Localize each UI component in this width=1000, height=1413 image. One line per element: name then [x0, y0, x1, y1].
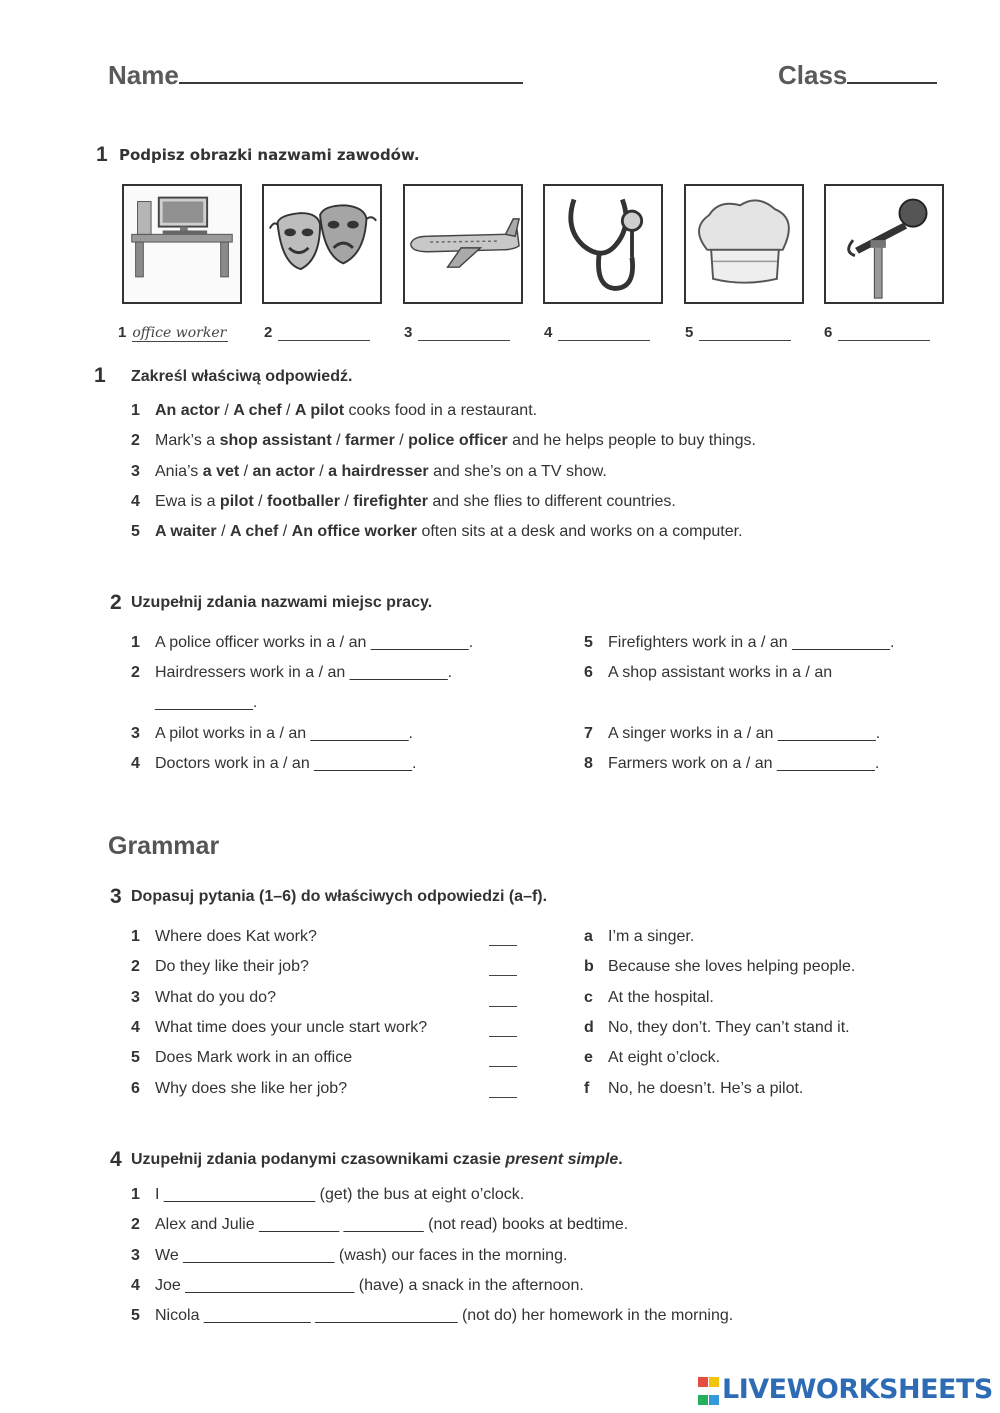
item-number: 4 — [131, 1276, 140, 1294]
item-number: 1 — [131, 634, 140, 651]
caption-answer-line[interactable] — [699, 324, 791, 341]
match-answer-blank[interactable] — [489, 1083, 517, 1103]
answer-option[interactable]: A chef — [230, 523, 279, 541]
item-number: 6 — [131, 1079, 140, 1097]
answer-text: At eight o’clock. — [608, 1049, 721, 1067]
name-label: Name — [108, 60, 179, 90]
item-text: and she’s on a TV show. — [428, 462, 607, 480]
item-number: 5 — [131, 523, 140, 541]
task-verbs-title — [131, 1151, 623, 1169]
task-circle-title: Zakreśl właściwą odpowiedź. — [131, 368, 353, 385]
verbs-item[interactable] — [131, 1216, 628, 1234]
places-item[interactable] — [131, 634, 473, 652]
answer-option[interactable]: shop assistant — [219, 432, 332, 450]
task-places-title: Uzupełnij zdania nazwami miejsc pracy. — [131, 594, 433, 611]
airplane-icon — [403, 184, 523, 304]
item-text: / — [314, 462, 329, 480]
item-text: and she flies to different countries. — [427, 492, 676, 510]
logo-squares-icon — [698, 1376, 722, 1412]
item-number: 7 — [584, 725, 593, 742]
places-item[interactable] — [131, 694, 257, 712]
answer-letter: e — [584, 1049, 593, 1067]
item-number: 2 — [131, 432, 140, 450]
item-text: / — [331, 432, 345, 450]
question-text: What time does your uncle start work? — [155, 1018, 428, 1036]
caption-answer-line[interactable] — [838, 324, 930, 341]
caption-number: 2 — [264, 324, 273, 341]
answer-letter: d — [584, 1018, 594, 1036]
circle-item[interactable] — [131, 402, 537, 420]
answer-letter: a — [584, 928, 593, 945]
name-input-line[interactable] — [179, 82, 523, 84]
task-circle-number: 1 — [94, 364, 106, 387]
answer-option[interactable]: footballer — [267, 492, 340, 510]
answer-option[interactable]: A pilot — [294, 402, 345, 419]
places-item[interactable] — [584, 634, 894, 652]
item-text: Alex and Julie _________ _________ (not read) books at bedtime. — [155, 1216, 629, 1234]
item-number: 6 — [584, 664, 593, 681]
item-text: Doctors work in a / an ___________. — [155, 755, 417, 772]
caption-4 — [544, 324, 650, 341]
answer-text: No, they don’t. They can’t stand it. — [608, 1018, 850, 1036]
item-number: 3 — [131, 462, 140, 480]
match-answer — [584, 1049, 720, 1067]
item-text: / — [278, 523, 292, 541]
computer-desk-icon — [122, 184, 242, 304]
item-number: 2 — [131, 1216, 140, 1234]
verbs-item[interactable] — [131, 1307, 733, 1325]
item-text: A singer works in a / an ___________. — [608, 725, 881, 742]
item-number: 4 — [131, 492, 140, 510]
match-question — [131, 958, 309, 976]
task-verbs-number: 4 — [110, 1148, 122, 1171]
match-question — [131, 928, 317, 946]
caption-2 — [264, 324, 370, 341]
answer-text: I’m a singer. — [608, 928, 695, 945]
caption-number: 1 — [118, 324, 127, 341]
answer-option[interactable]: A chef — [233, 402, 282, 419]
answer-option[interactable]: An office worker — [291, 523, 418, 541]
item-number: 2 — [131, 664, 140, 681]
answer-option[interactable]: an actor — [252, 462, 315, 480]
item-number: 3 — [131, 725, 140, 742]
item-text: Nicola ____________ ________________ (not do) her homework in the morning. — [155, 1307, 734, 1325]
match-question — [131, 1049, 352, 1067]
places-item[interactable] — [131, 755, 417, 773]
places-item[interactable] — [584, 725, 880, 743]
circle-item[interactable] — [131, 493, 676, 511]
blank-line[interactable] — [489, 992, 517, 1007]
question-text: Where does Kat work? — [155, 928, 317, 945]
microphone-icon — [824, 184, 944, 304]
answer-option[interactable]: A waiter — [155, 523, 217, 541]
item-number: 3 — [131, 1246, 140, 1264]
caption-answer-line[interactable] — [418, 324, 510, 341]
item-text: / — [216, 523, 230, 541]
answer-letter: b — [584, 958, 594, 976]
question-text: Does Mark work in an office — [155, 1049, 353, 1067]
item-text: A police officer works in a / an ___________. — [155, 634, 474, 651]
match-answer — [584, 1019, 850, 1037]
caption-answer-line[interactable] — [558, 324, 650, 341]
match-answer — [584, 958, 855, 976]
item-text: ___________. — [155, 694, 258, 711]
item-text: / — [339, 492, 354, 510]
task-match-title: Dopasuj pytania (1–6) do właściwych odpowiedzi (a–f). — [131, 888, 548, 905]
places-item[interactable] — [131, 664, 452, 682]
item-number: 5 — [584, 634, 593, 651]
caption-6 — [824, 324, 930, 341]
item-number: 4 — [131, 755, 140, 772]
item-text: Joe ___________________ (have) a snack in the afternoon. — [155, 1276, 584, 1294]
class-field[interactable] — [778, 60, 937, 91]
blank-line[interactable] — [489, 1083, 517, 1098]
class-input-line[interactable] — [847, 82, 937, 84]
task-verbs-title-end: . — [618, 1151, 623, 1168]
item-number: 1 — [131, 402, 140, 419]
item-text: We _________________ (wash) our faces in the morning. — [155, 1246, 568, 1264]
caption-5 — [685, 324, 791, 341]
answer-letter: f — [584, 1079, 590, 1097]
task-pics-number: 1 — [96, 143, 108, 166]
match-answer-blank[interactable] — [489, 931, 517, 951]
answer-option[interactable]: a vet — [202, 462, 240, 480]
match-question — [131, 989, 276, 1007]
answer-text: At the hospital. — [608, 988, 714, 1006]
item-text: Farmers work on a / an ___________. — [608, 755, 880, 772]
answer-option[interactable]: firefighter — [353, 492, 428, 510]
caption-answer[interactable]: office worker — [132, 325, 228, 342]
item-text: I _________________ (get) the bus at eight o’clock. — [155, 1186, 525, 1203]
item-text: A shop assistant works in a / an — [608, 664, 833, 681]
question-text: Why does she like her job? — [155, 1079, 348, 1097]
item-text: / — [239, 462, 253, 480]
item-text: Mark’s a — [155, 432, 220, 450]
caption-number: 4 — [544, 324, 553, 341]
question-text: What do you do? — [155, 988, 276, 1006]
circle-item[interactable] — [131, 432, 756, 450]
match-answer — [584, 1080, 803, 1098]
answer-option[interactable]: An actor — [155, 402, 220, 419]
stethoscope-icon — [543, 184, 663, 304]
question-text: Do they like their job? — [155, 958, 309, 976]
item-number: 4 — [131, 1018, 140, 1036]
item-text: / — [394, 432, 409, 450]
item-text: / — [281, 402, 295, 419]
item-number: 5 — [131, 1049, 140, 1067]
match-question — [131, 1019, 427, 1037]
caption-number: 5 — [685, 324, 694, 341]
item-text: Firefighters work in a / an ___________. — [608, 634, 895, 651]
task-pics-title: Podpisz obrazki nazwami zawodów. — [119, 146, 420, 164]
caption-1 — [118, 324, 228, 342]
item-number: 1 — [131, 1186, 140, 1203]
item-text: and he helps people to buy things. — [507, 432, 756, 450]
circle-item[interactable] — [131, 463, 607, 481]
item-text: A pilot works in a / an ___________. — [155, 725, 413, 742]
item-number: 1 — [131, 928, 140, 945]
blank-line[interactable] — [489, 961, 517, 976]
places-item[interactable] — [584, 664, 832, 682]
match-answer-blank[interactable] — [489, 992, 517, 1012]
item-text: Ania’s — [155, 462, 203, 480]
answer-option[interactable]: police officer — [408, 432, 508, 450]
answer-option[interactable]: pilot — [219, 492, 254, 510]
caption-number: 6 — [824, 324, 833, 341]
item-number: 5 — [131, 1307, 140, 1325]
logo-text: LIVEWORKSHEETS — [722, 1374, 993, 1405]
item-text: / — [219, 402, 234, 419]
item-number: 3 — [131, 988, 140, 1006]
verbs-item[interactable] — [131, 1247, 567, 1265]
liveworksheets-logo[interactable] — [698, 1374, 993, 1412]
answer-text: No, he doesn’t. He’s a pilot. — [608, 1079, 804, 1097]
match-answer-blank[interactable] — [489, 1052, 517, 1072]
answer-text: Because she loves helping people. — [608, 958, 856, 976]
verbs-item[interactable] — [131, 1277, 584, 1295]
caption-answer-line[interactable] — [278, 324, 370, 341]
item-text: often sits at a desk and works on a computer. — [417, 523, 743, 541]
verbs-item[interactable] — [131, 1186, 524, 1204]
answer-option[interactable]: farmer — [344, 432, 395, 450]
item-number: 8 — [584, 755, 593, 772]
grammar-heading: Grammar — [108, 832, 220, 860]
caption-number: 3 — [404, 324, 413, 341]
match-answer — [584, 928, 694, 946]
chef-hat-icon — [684, 184, 804, 304]
answer-letter: c — [584, 988, 593, 1006]
item-text: Hairdressers work in a / an ___________. — [155, 664, 453, 681]
places-item[interactable] — [131, 725, 413, 743]
match-answer — [584, 989, 714, 1007]
item-number: 2 — [131, 958, 140, 976]
name-field[interactable] — [108, 60, 523, 91]
item-text: Ewa is a — [155, 492, 220, 510]
task-places-number: 2 — [110, 591, 122, 614]
blank-line[interactable] — [489, 1052, 517, 1067]
match-question — [131, 1080, 347, 1098]
match-answer-blank[interactable] — [489, 961, 517, 981]
blank-line[interactable] — [489, 931, 517, 946]
task-verbs-title-emphasis: present simple — [505, 1151, 619, 1168]
circle-item[interactable] — [131, 523, 743, 541]
class-label: Class — [778, 60, 848, 90]
item-text: cooks food in a restaurant. — [344, 402, 538, 419]
blank-line[interactable] — [489, 1022, 517, 1037]
theatre-masks-icon — [262, 184, 382, 304]
caption-3 — [404, 324, 510, 341]
item-text: / — [253, 492, 268, 510]
places-item[interactable] — [584, 755, 879, 773]
match-answer-blank[interactable] — [489, 1022, 517, 1042]
answer-option[interactable]: a hairdresser — [328, 462, 429, 480]
task-verbs-title-text: Uzupełnij zdania podanymi czasownikami czasie — [131, 1151, 506, 1168]
task-match-number: 3 — [110, 885, 122, 908]
